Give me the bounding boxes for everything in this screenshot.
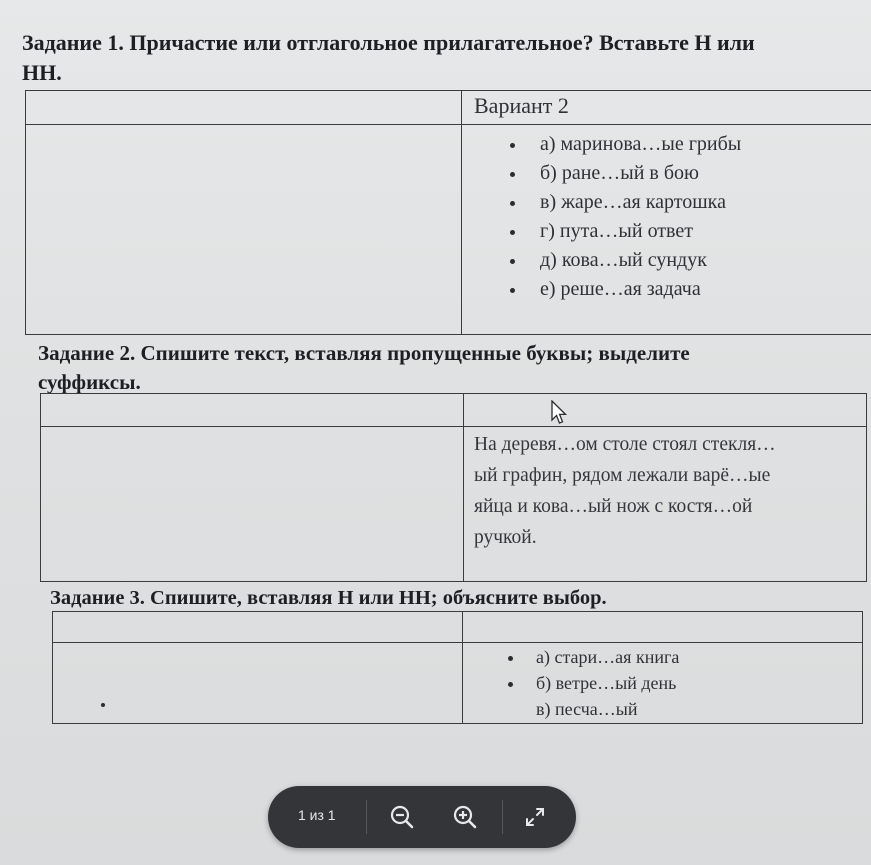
task2-text-line: ый графин, рядом лежали варё…ые [474, 465, 771, 486]
page-count: 1 из 1 [298, 807, 336, 823]
task3-heading: Задание 3. Спишите, вставляя Н или НН; объясните выбор. [50, 587, 607, 609]
list-item-text: а) стари…ая книга [536, 647, 680, 667]
list-item-text: б) ветре…ый день [536, 673, 677, 693]
bullet-icon [508, 656, 513, 661]
list-item [462, 220, 871, 249]
pdf-viewer-toolbar [268, 786, 576, 848]
task2-heading-line1: Задание 2. Спишите текст, вставляя пропущенные буквы; выделите [38, 341, 690, 365]
task3-body-left-cell [53, 643, 463, 724]
zoom-in-button[interactable] [451, 803, 479, 831]
bullet-icon [510, 172, 515, 177]
list-item [463, 673, 862, 699]
mouse-cursor-icon [550, 400, 568, 426]
task2-text-line: На деревя…ом столе стоял стекля… [474, 434, 776, 455]
task1-table [25, 90, 871, 335]
bullet-icon [101, 703, 105, 707]
task3-item-list [463, 643, 862, 723]
list-item-text: а) маринова…ые грибы [540, 133, 742, 155]
list-item-text: е) реше…ая задача [540, 278, 701, 300]
list-item [462, 162, 871, 191]
variant-label: Вариант 2 [474, 93, 569, 118]
task2-text [464, 427, 866, 553]
list-item-text: в) жаре…ая картошка [540, 191, 726, 213]
bullet-icon [510, 288, 515, 293]
task2-text-line: ручкой. [474, 527, 537, 548]
task2-body-left-cell [41, 427, 464, 582]
task3-header-left-cell [53, 612, 463, 643]
list-item [462, 249, 871, 278]
zoom-in-icon [451, 803, 479, 831]
task2-text-line: яйца и кова…ый нож с костя…ой [474, 496, 753, 517]
task1-body-left-cell [26, 125, 462, 335]
list-item-text: д) кова…ый сундук [540, 249, 707, 271]
bullet-icon [510, 259, 515, 264]
task2-header-left-cell [41, 394, 464, 427]
list-item-text: г) пута…ый ответ [540, 220, 693, 242]
list-item [463, 699, 862, 723]
task3-table [52, 611, 863, 724]
task1-heading-line2: НН. [22, 60, 62, 85]
list-item [462, 191, 871, 220]
bullet-icon [510, 230, 515, 235]
task2-table [40, 393, 867, 582]
task1-item-list [462, 125, 871, 307]
task1-heading-line1: Задание 1. Причастие или отглагольное прилагательное? Вставьте Н или [22, 30, 755, 55]
task2-heading-line2: суффиксы. [38, 370, 141, 394]
task2-header-right-cell [464, 394, 867, 427]
bullet-icon [508, 682, 513, 687]
task3-body-right-cell [463, 643, 863, 724]
task1-body-right-cell [462, 125, 871, 335]
expand-icon [521, 803, 549, 831]
bullet-icon [510, 143, 515, 148]
task2-body-right-cell [464, 427, 867, 582]
zoom-out-icon [388, 803, 416, 831]
task3-header-right-cell [463, 612, 863, 643]
zoom-out-button[interactable] [388, 803, 416, 831]
task1-header-right-cell [462, 91, 871, 125]
toolbar-divider [502, 800, 503, 834]
list-item [463, 647, 862, 673]
task1-header-left-cell [26, 91, 462, 125]
expand-button[interactable] [521, 803, 549, 831]
list-item-text: в) песча…ый [536, 699, 638, 719]
toolbar-divider [366, 800, 367, 834]
list-item [462, 133, 871, 162]
list-item [462, 278, 871, 307]
list-item-text: б) ране…ый в бою [540, 162, 699, 184]
bullet-icon [510, 201, 515, 206]
